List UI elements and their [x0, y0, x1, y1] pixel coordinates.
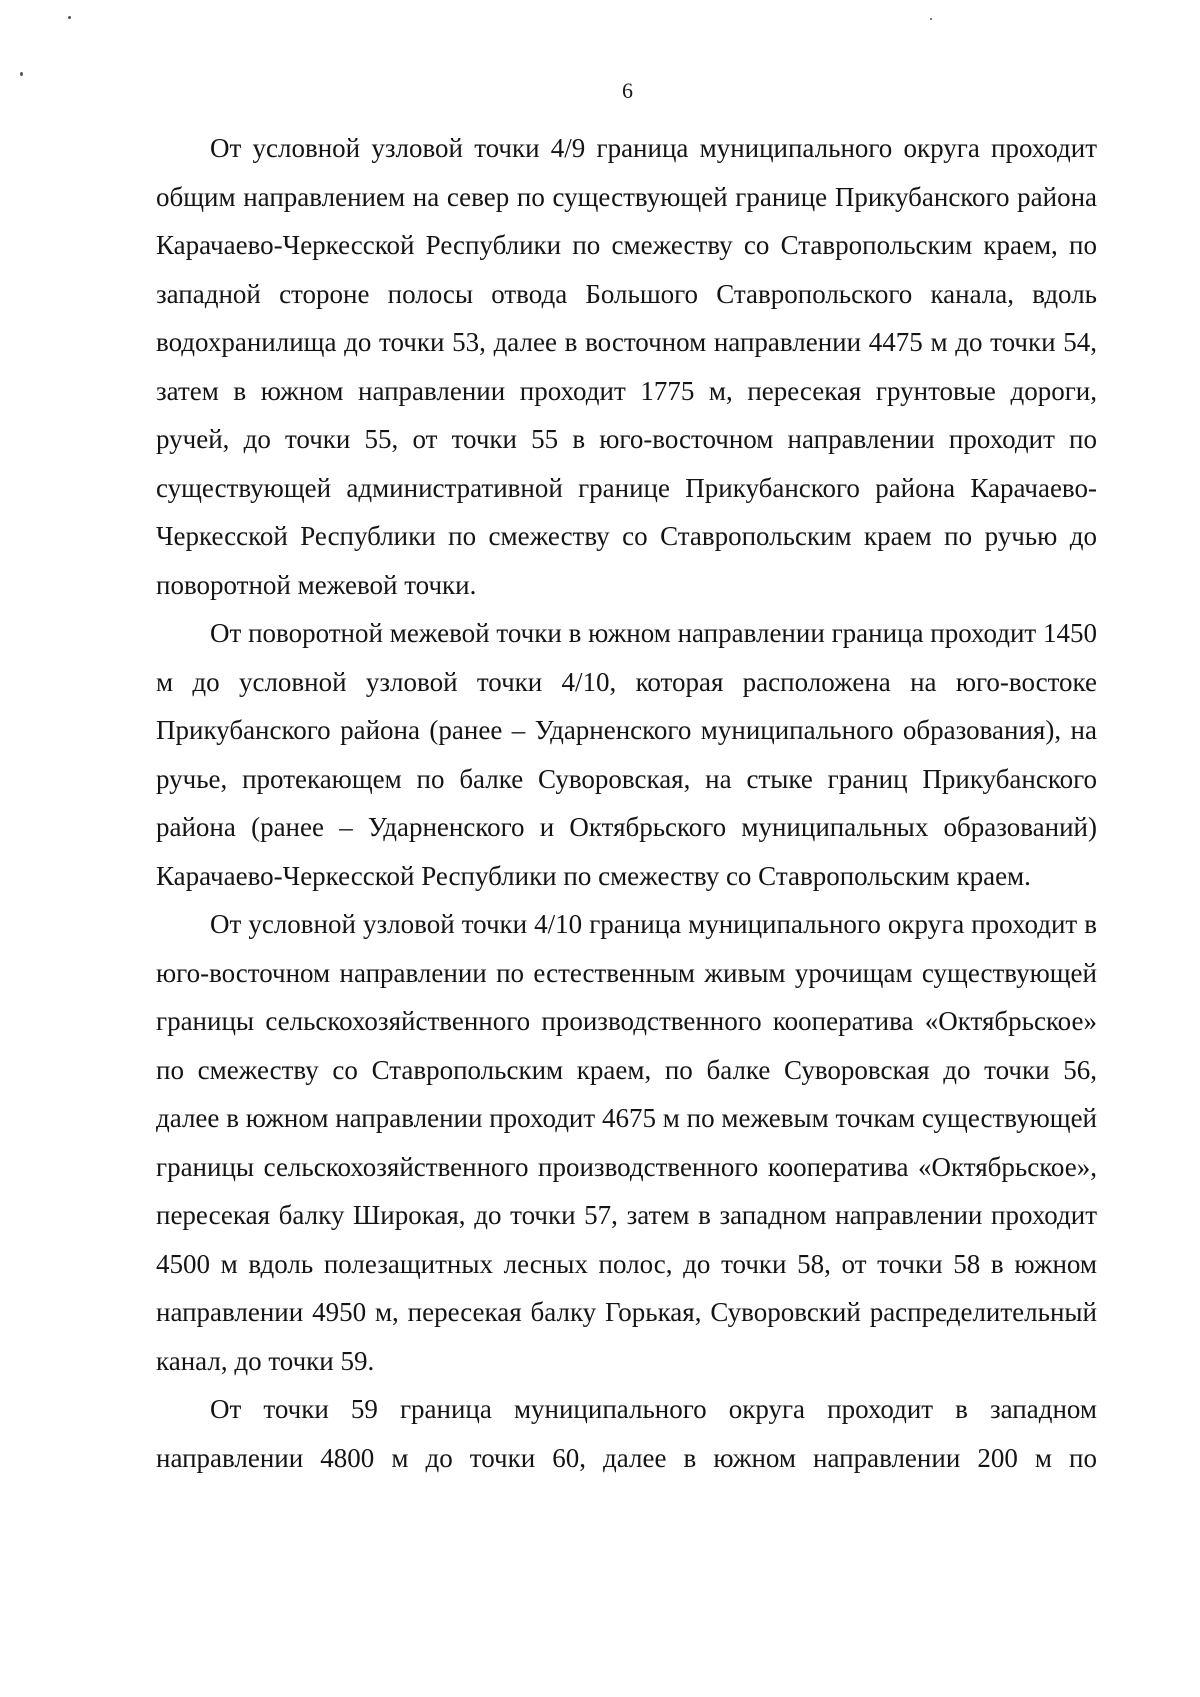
scan-speck	[930, 18, 932, 20]
paragraph: От условной узловой точки 4/10 граница муниципального округа проходит в юго-восточном направлении по естественным живым урочищам существующей границы сельскохозяйственного производственного кооператива «Октябрьское» по смежеству со Ставропольским краем, по балке Суворовская до точки 56, далее в южном направлении проходит 4675 м по межевым точкам существующей границы сельскохозяйственного производственного кооператива «Октябрьское», пересекая балку Широкая, до точки 57, затем в западном направлении проходит 4500 м вдоль полезащитных лесных полос, до точки 58, от точки 58 в южном направлении 4950 м, пересекая балку Горькая, Суворовский распределительный канал, до точки 59.	[156, 909, 1097, 1376]
scan-speck	[20, 72, 23, 76]
page-number: 6	[622, 78, 633, 103]
paragraph: От условной узловой точки 4/9 граница муниципального округа проходит общим направлением на север по существующей границе Прикубанского района Карачаево-Черкесской Республики по смежеству со Ставропольским краем, по западной стороне полосы отвода Большого Ставропольского канала, вдоль водохранилища до точки 53, далее в восточном направлении 4475 м до точки 54, затем в южном направлении проходит 1775 м, пересекая грунтовые дороги, ручей, до точки 55, от точки 55 в юго-восточном направлении проходит по существующей административной границе Прикубанского района Карачаево-Черкесской Республики по смежеству со Ставропольским краем по ручью до поворотной межевой точки.	[156, 133, 1097, 600]
paragraph: От поворотной межевой точки в южном направлении граница проходит 1450 м до условной узловой точки 4/10, которая расположена на юго-востоке Прикубанского района (ранее – Ударненского муниципального образования), на ручье, протекающем по балке Суворовская, на стыке границ Прикубанского района (ранее – Ударненского и Октябрьского муниципальных образований) Карачаево-Черкесской Республики по смежеству со Ставропольским краем.	[156, 618, 1097, 891]
document-body	[156, 124, 1097, 1482]
scan-speck	[68, 16, 71, 19]
paragraph: От точки 59 граница муниципального округа проходит в западном направлении 4800 м до точки 60, далее в южном направлении 200 м по	[156, 1394, 1097, 1473]
